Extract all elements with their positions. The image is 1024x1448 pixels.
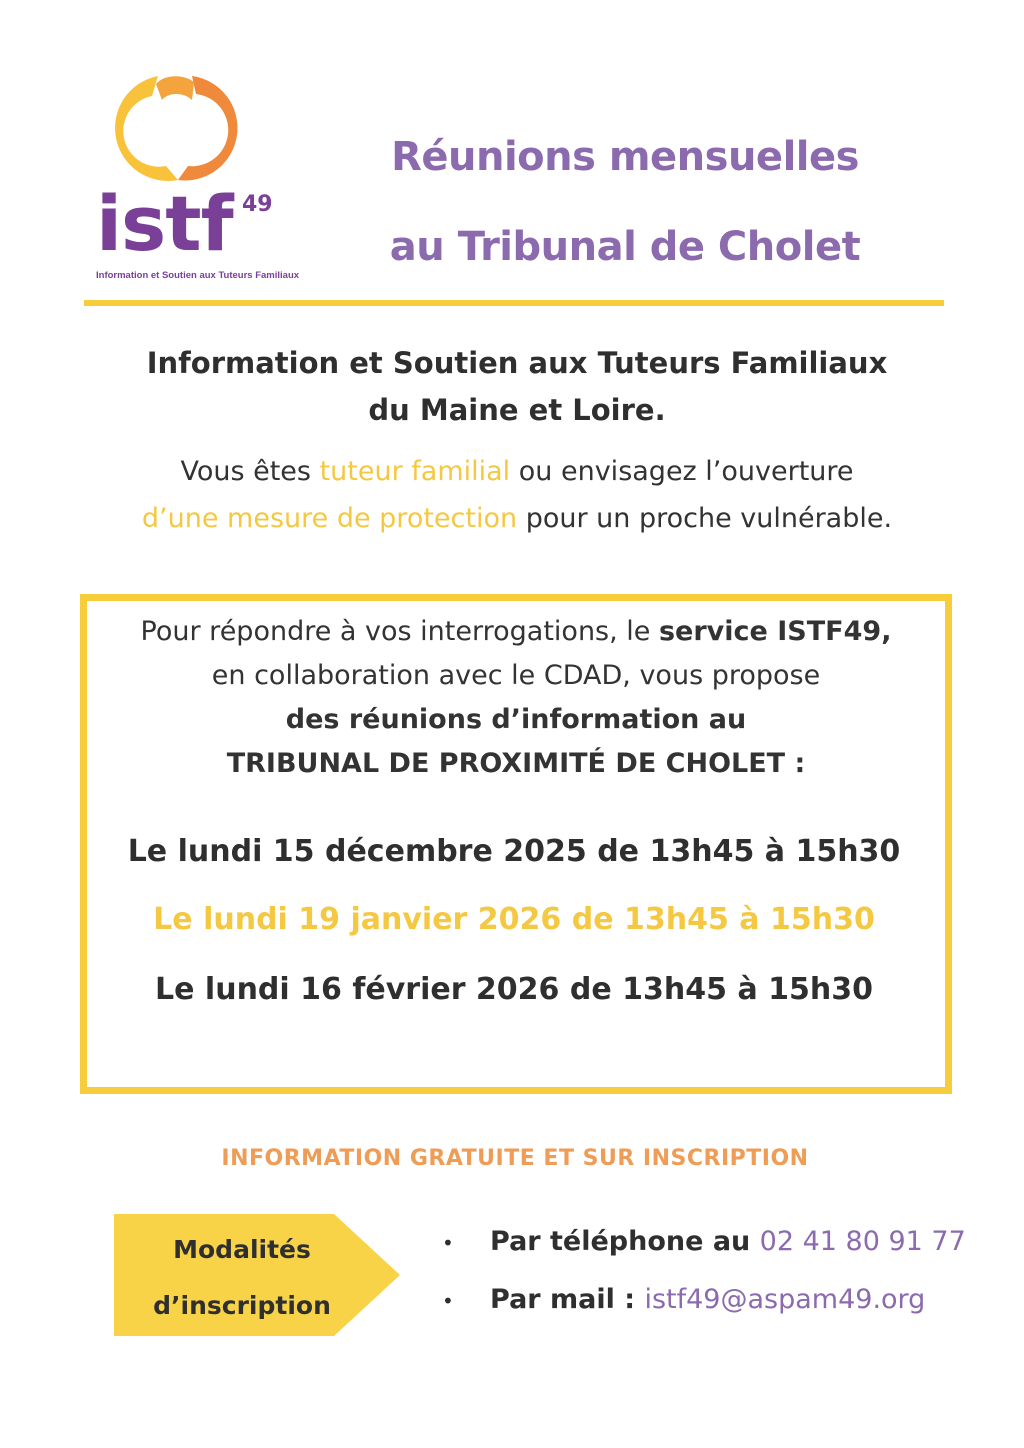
intro-text: Vous êtes	[180, 456, 320, 487]
box-line-2: en collaboration avec le CDAD, vous propose	[211, 660, 821, 691]
box-text: Pour répondre à vos interrogations, le	[140, 616, 659, 647]
phone-number[interactable]: 02 41 80 91 77	[759, 1226, 966, 1257]
modalites-line-1: Modalités	[173, 1235, 311, 1264]
intro-heading-line-1: Information et Soutien aux Tuteurs Familiaux	[146, 346, 888, 380]
intro-text: ou envisagez l’ouverture	[510, 456, 854, 487]
email-label: Par mail :	[490, 1284, 645, 1315]
contact-email	[442, 1280, 925, 1321]
highlight-mesure-protection: d’une mesure de protection	[141, 503, 518, 534]
bullet-icon: •	[442, 1289, 454, 1313]
box-line-4: TRIBUNAL DE PROXIMITÉ DE CHOLET :	[226, 748, 806, 779]
highlight-tuteur-familial: tuteur familial	[319, 456, 511, 487]
bullet-icon: •	[442, 1231, 454, 1255]
logo-wordmark: istf	[96, 179, 233, 268]
email-link[interactable]: istf49@aspam49.org	[644, 1284, 926, 1315]
intro-heading-line-2: du Maine et Loire.	[368, 393, 666, 427]
meeting-date-1: Le lundi 15 décembre 2025 de 13h45 à 15h30	[127, 834, 901, 869]
box-line-1	[92, 610, 940, 654]
title-line-1: Réunions mensuelles	[391, 134, 859, 180]
free-info-banner: INFORMATION GRATUITE ET SUR INSCRIPTION	[221, 1146, 809, 1171]
service-name: service ISTF49	[658, 616, 882, 647]
intro-text: pour un proche vulnérable.	[517, 503, 893, 534]
intro-heading	[60, 340, 974, 434]
modalites-label	[114, 1222, 370, 1334]
meeting-date-3: Le lundi 16 février 2026 de 13h45 à 15h30	[155, 972, 873, 1007]
box-text: ,	[881, 616, 892, 647]
heart-logo-icon	[100, 70, 250, 195]
logo-tagline: Information et Soutien aux Tuteurs Familiaux	[96, 270, 300, 281]
page-title	[360, 112, 890, 292]
istf49-logo	[92, 66, 322, 286]
phone-label: Par téléphone au	[490, 1226, 760, 1257]
box-line-3: des réunions d’information au	[285, 704, 747, 735]
meetings-description	[92, 610, 940, 786]
intro-body-line-1	[40, 448, 994, 495]
logo-superscript: 49	[242, 192, 273, 217]
intro-body-line-2	[40, 495, 994, 542]
meeting-date-2: Le lundi 19 janvier 2026 de 13h45 à 15h30	[153, 902, 875, 937]
contact-phone	[442, 1222, 966, 1263]
intro-body	[40, 448, 994, 542]
header-divider	[84, 300, 944, 306]
modalites-line-2: d’inscription	[153, 1291, 331, 1320]
title-line-2: au Tribunal de Cholet	[389, 224, 861, 270]
